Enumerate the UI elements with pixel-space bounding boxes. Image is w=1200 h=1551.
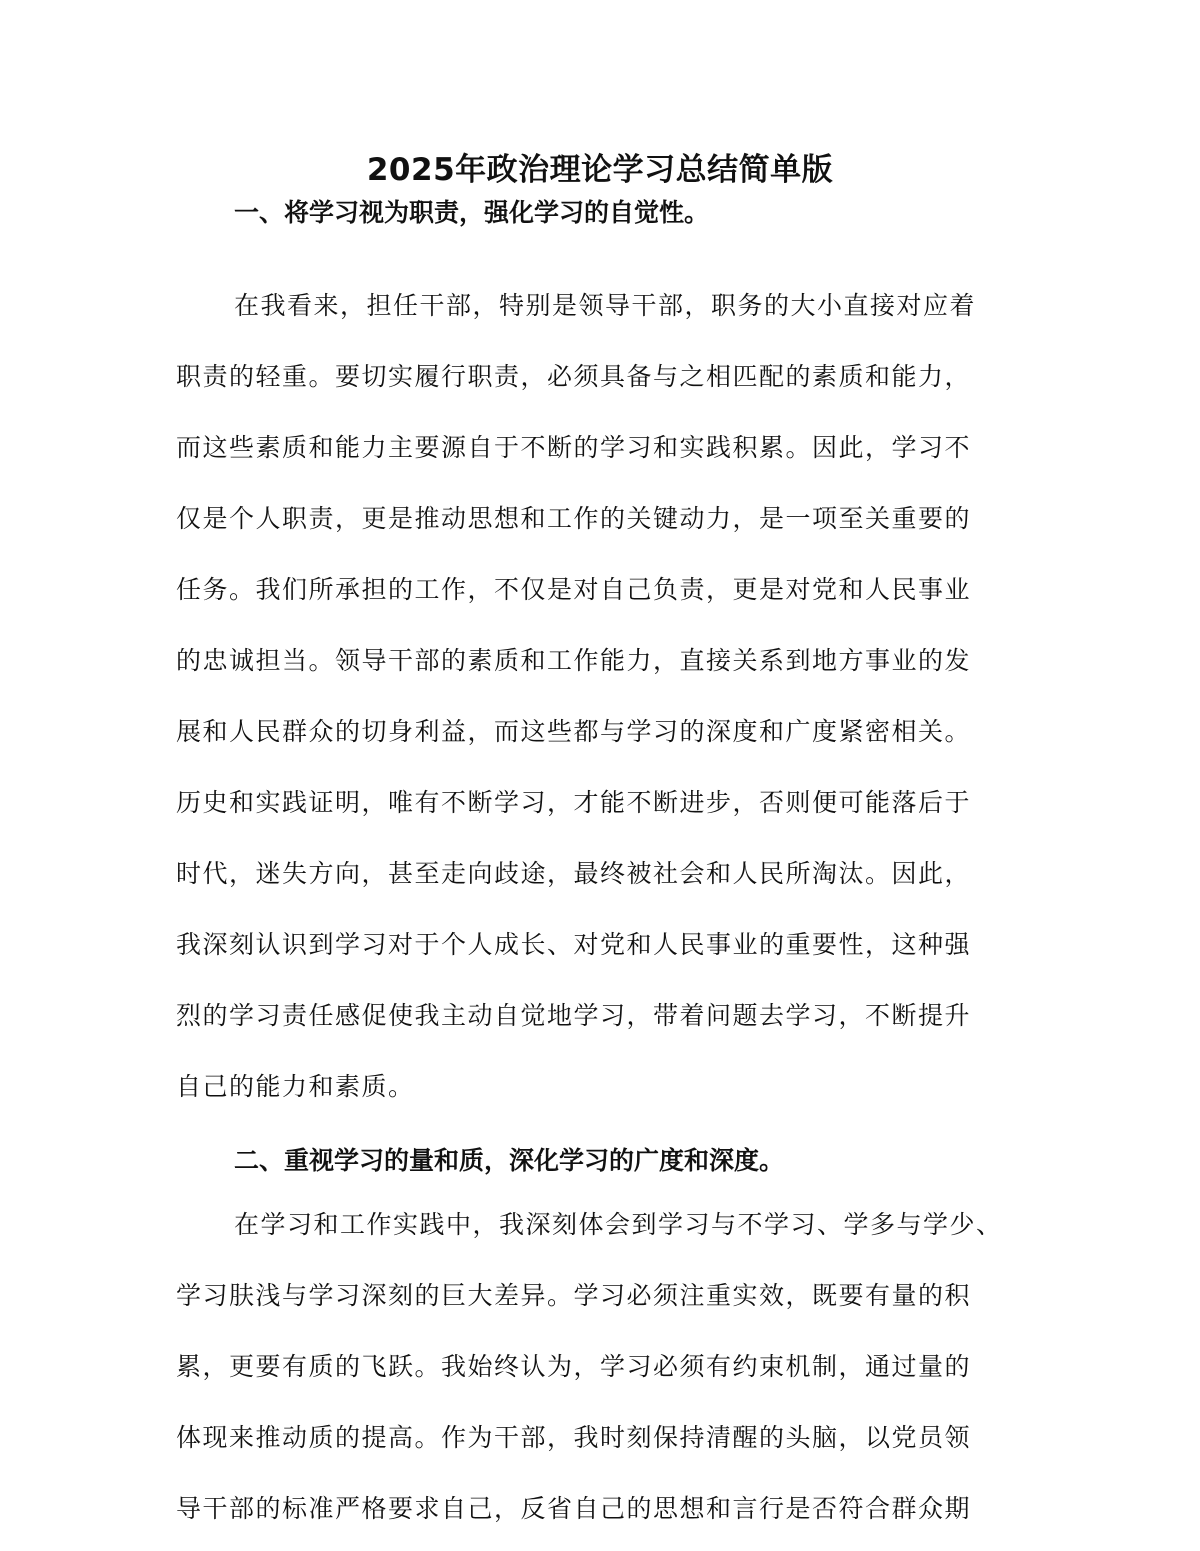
document-title: 2025年政治理论学习总结简单版 xyxy=(366,152,834,188)
paragraph-line: 在我看来，担任干部，特别是领导干部，职务的大小直接对应着 xyxy=(234,291,977,320)
paragraph-line: 而这些素质和能力主要源自于不断的学习和实践积累。因此，学习不 xyxy=(176,433,972,462)
paragraph-line: 展和人民群众的切身利益，而这些都与学习的深度和广度紧密相关。 xyxy=(176,717,972,746)
paragraph-line: 的忠诚担当。领导干部的素质和工作能力，直接关系到地方事业的发 xyxy=(176,646,972,675)
paragraph-line: 导干部的标准严格要求自己，反省自己的思想和言行是否符合群众期 xyxy=(176,1494,972,1523)
paragraph-line: 职责的轻重。要切实履行职责，必须具备与之相匹配的素质和能力， xyxy=(176,362,972,391)
paragraph-line: 我深刻认识到学习对于个人成长、对党和人民事业的重要性，这种强 xyxy=(176,930,972,959)
paragraph-line: 自己的能力和素质。 xyxy=(176,1072,415,1101)
paragraph-line: 烈的学习责任感促使我主动自觉地学习，带着问题去学习，不断提升 xyxy=(176,1001,972,1030)
paragraph-line: 仅是个人职责，更是推动思想和工作的关键动力，是一项至关重要的 xyxy=(176,504,972,533)
paragraph-line: 任务。我们所承担的工作，不仅是对自己负责，更是对党和人民事业 xyxy=(176,575,972,604)
section-2-heading: 二、重视学习的量和质，深化学习的广度和深度。 xyxy=(234,1146,785,1175)
paragraph-line: 累，更要有质的飞跃。我始终认为，学习必须有约束机制，通过量的 xyxy=(176,1352,972,1381)
paragraph-line: 学习肤浅与学习深刻的巨大差异。学习必须注重实效，既要有量的积 xyxy=(176,1281,972,1310)
section-2-paragraph xyxy=(176,1189,1016,1544)
paragraph-line: 历史和实践证明，唯有不断学习，才能不断进步，否则便可能落后于 xyxy=(176,788,972,817)
paragraph-line: 时代，迷失方向，甚至走向歧途，最终被社会和人民所淘汰。因此， xyxy=(176,859,972,888)
paragraph-line: 体现来推动质的提高。作为干部，我时刻保持清醒的头脑，以党员领 xyxy=(176,1423,972,1452)
section-1-paragraph xyxy=(176,270,1016,1122)
section-1-heading: 一、将学习视为职责，强化学习的自觉性。 xyxy=(234,198,710,227)
paragraph-line: 在学习和工作实践中，我深刻体会到学习与不学习、学多与学少、 xyxy=(234,1210,1003,1239)
